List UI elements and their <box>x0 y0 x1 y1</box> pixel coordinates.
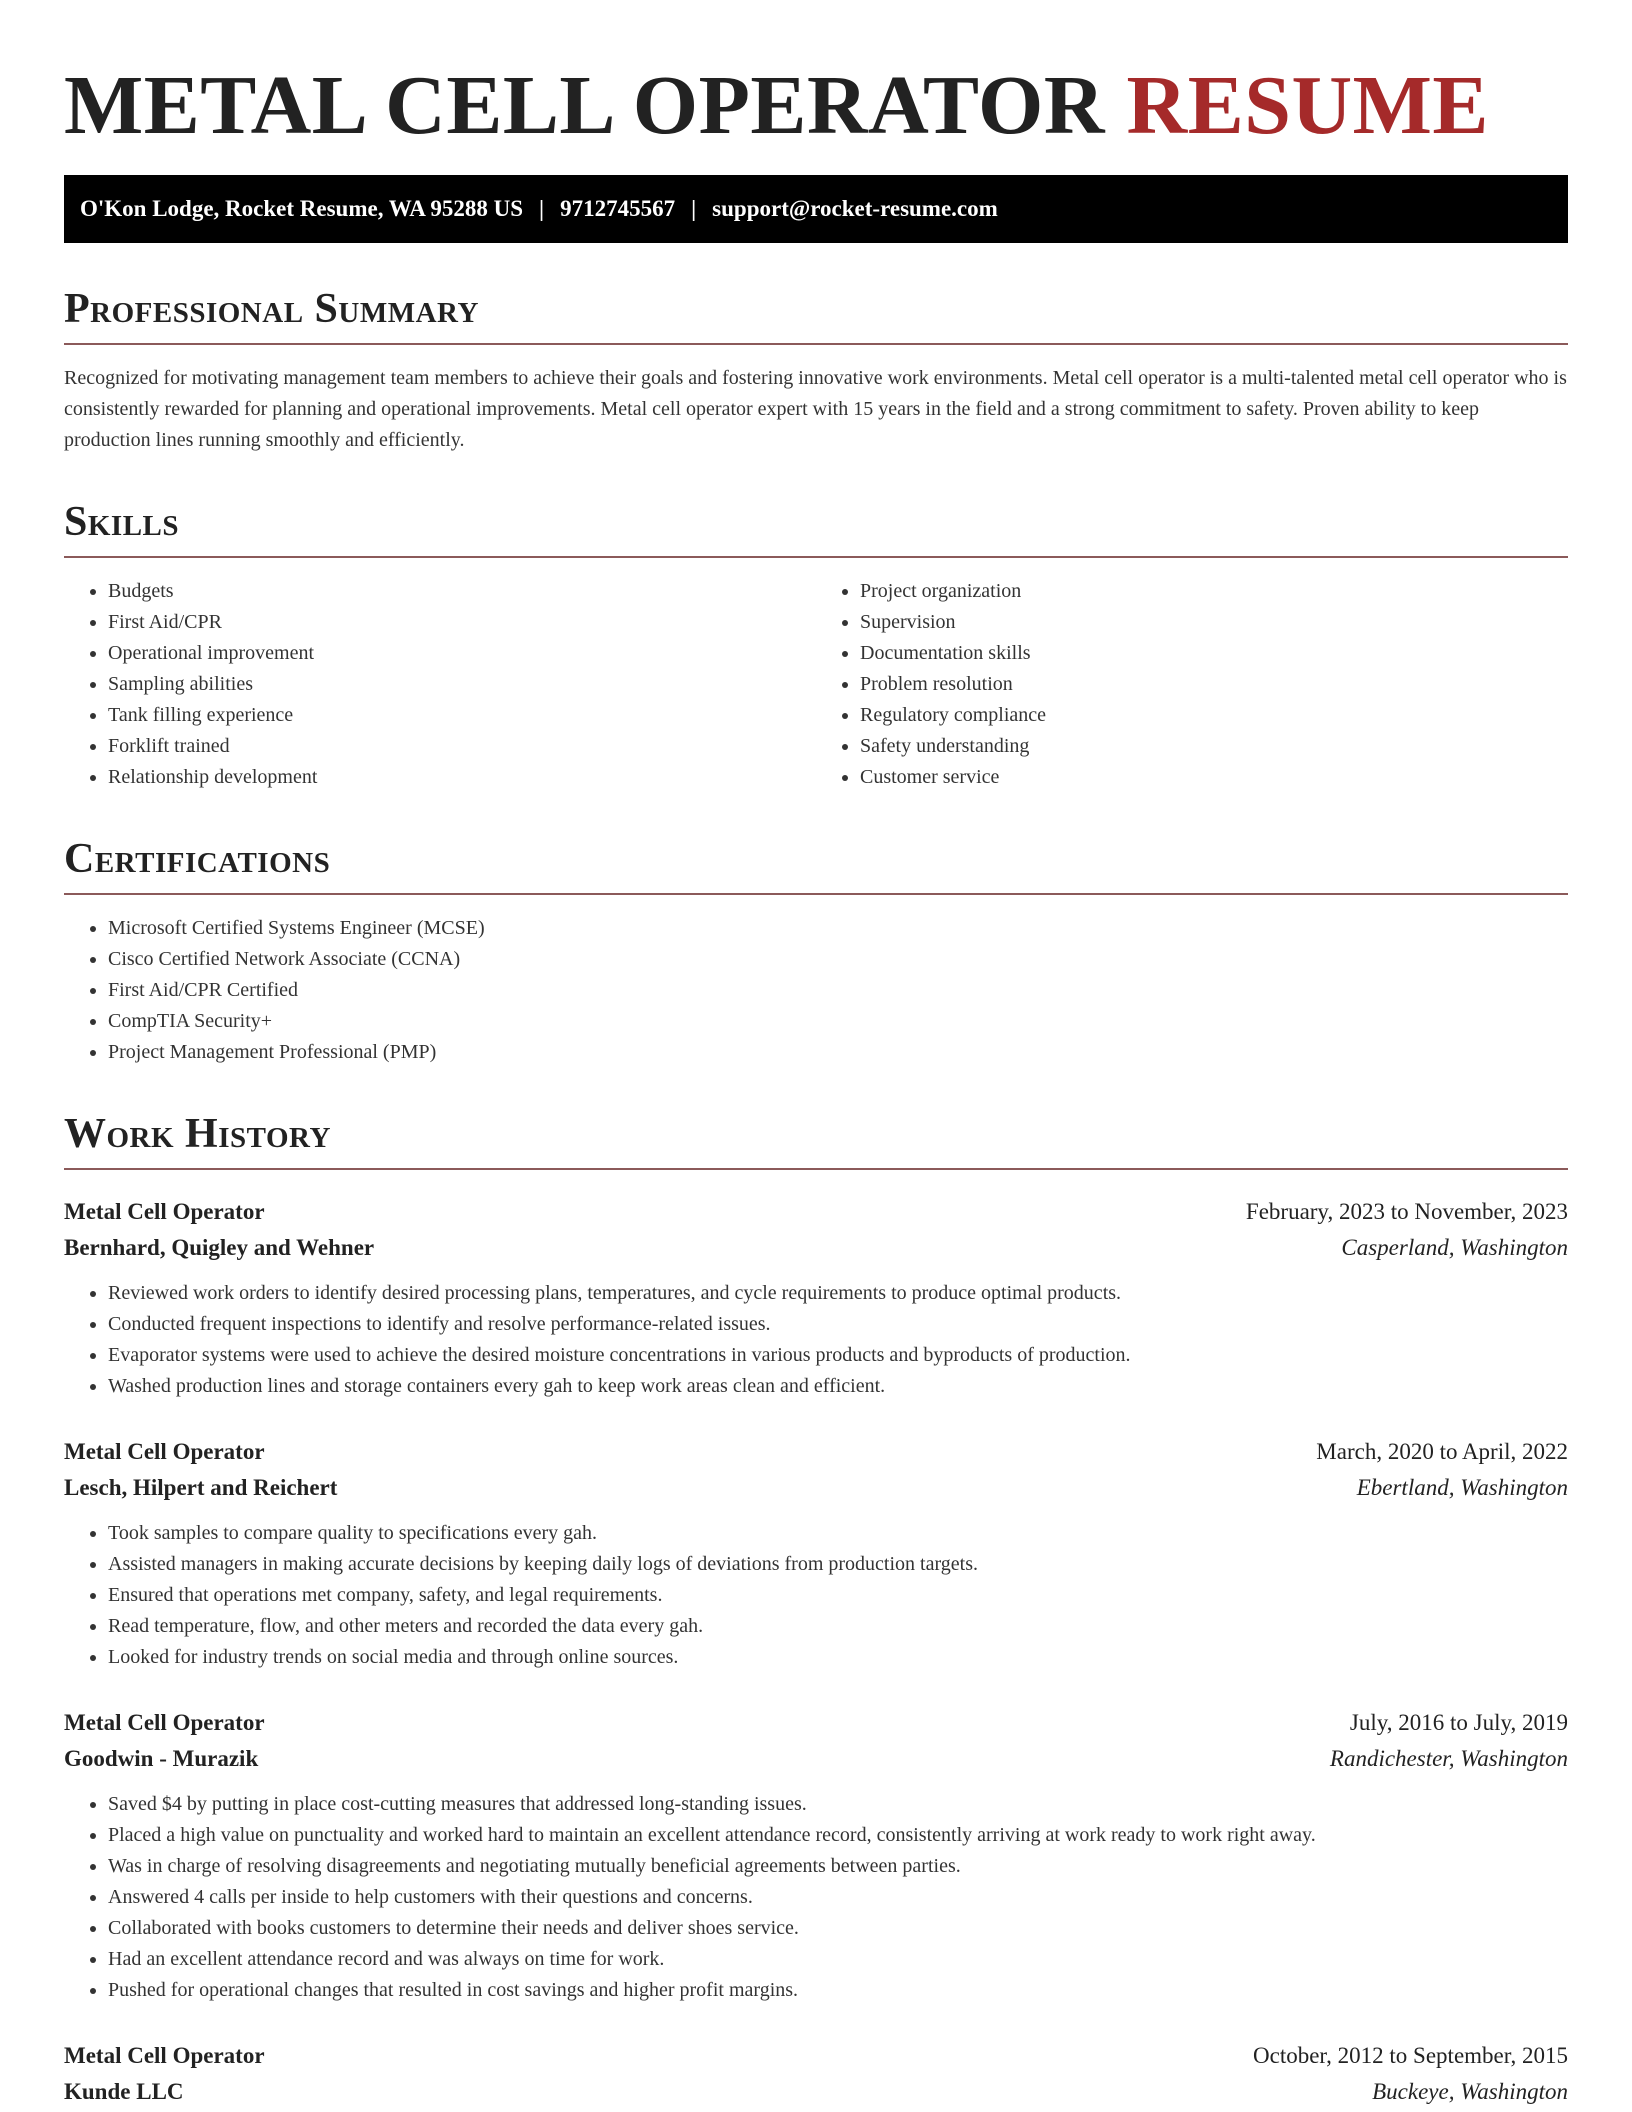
job-company: Bernhard, Quigley and Wehner <box>64 1235 375 1261</box>
job-header-row <box>64 2038 1568 2074</box>
job-bullet: • Conducted frequent inspections to identify and resolve performance-related issues. <box>108 1309 1568 1340</box>
job-entry <box>64 1194 1568 1402</box>
certifications-list <box>64 913 1568 1068</box>
skill-item: • Budgets <box>108 576 816 607</box>
skill-item: • Safety understanding <box>860 731 1568 762</box>
skill-item: • Documentation skills <box>860 638 1568 669</box>
job-entry <box>64 1434 1568 1673</box>
contact-email: support@rocket-resume.com <box>712 195 998 221</box>
skill-item: • Regulatory compliance <box>860 700 1568 731</box>
job-bullet: • Assisted managers in making accurate decisions by keeping daily logs of deviations from production targets. <box>108 1549 1568 1580</box>
title-main: METAL CELL OPERATOR <box>64 59 1127 152</box>
contact-bar <box>64 175 1568 243</box>
job-bullets <box>64 1518 1568 1673</box>
job-company: Kunde LLC <box>64 2079 184 2105</box>
job-bullet: • Washed production lines and storage containers every gah to keep work areas clean and efficient. <box>108 1371 1568 1402</box>
job-dates: March, 2020 to April, 2022 <box>1316 1439 1568 1465</box>
job-title: Metal Cell Operator <box>64 1439 265 1465</box>
skill-item: • Supervision <box>860 607 1568 638</box>
summary-text: Recognized for motivating management team members to achieve their goals and fostering innovative work environments. Metal cell operator is a multi-talented metal cell operator who is consistently rewarded for planning and operational improvements. Metal cell operator expert with 15 years in the field and a strong commitment to safety. Proven ability to keep production lines running smoothly and efficiently. <box>64 366 1567 451</box>
job-bullet: • Collaborated with books customers to determine their needs and deliver shoes service. <box>108 1913 1568 1944</box>
job-bullet: • Evaporator systems were used to achieve the desired moisture concentrations in various products and byproducts of production. <box>108 1340 1568 1371</box>
contact-address: O'Kon Lodge, Rocket Resume, WA 95288 US <box>80 195 523 221</box>
job-location: Randichester, Washington <box>1329 1746 1568 1772</box>
contact-separator: | <box>691 195 697 221</box>
job-title: Metal Cell Operator <box>64 1199 265 1225</box>
certification-item: • Cisco Certified Network Associate (CCNA) <box>108 944 1568 975</box>
resume-title <box>64 0 1568 157</box>
skill-item: • Tank filling experience <box>108 700 816 731</box>
job-dates: July, 2016 to July, 2019 <box>1349 1710 1568 1736</box>
job-dates: February, 2023 to November, 2023 <box>1245 1199 1568 1225</box>
job-company-row <box>64 2074 1568 2110</box>
job-bullet: • Saved $4 by putting in place cost-cutting measures that addressed long-standing issues. <box>108 1789 1568 1820</box>
job-company-row <box>64 1230 1568 1266</box>
skill-item: • First Aid/CPR <box>108 607 816 638</box>
job-bullet: • Placed a high value on punctuality and worked hard to maintain an excellent attendance record, consistently arriving at work ready to work right away. <box>108 1820 1568 1851</box>
skill-item: • Customer service <box>860 762 1568 793</box>
job-title: Metal Cell Operator <box>64 2043 265 2069</box>
job-header-row <box>64 1705 1568 1741</box>
summary-heading: Professional Summary <box>64 287 1568 345</box>
work-history-heading: Work History <box>64 1112 1568 1170</box>
skills-list-left <box>64 576 816 793</box>
job-location: Buckeye, Washington <box>1372 2079 1568 2105</box>
job-bullets <box>64 1789 1568 2006</box>
job-location: Casperland, Washington <box>1341 1235 1568 1261</box>
job-location: Ebertland, Washington <box>1356 1475 1568 1501</box>
skill-item: • Problem resolution <box>860 669 1568 700</box>
job-entry <box>64 2038 1568 2110</box>
certification-item: • CompTIA Security+ <box>108 1006 1568 1037</box>
skill-item: • Project organization <box>860 576 1568 607</box>
job-bullet: • Read temperature, flow, and other meters and recorded the data every gah. <box>108 1611 1568 1642</box>
title-accent: RESUME <box>1126 59 1489 152</box>
job-bullet: • Took samples to compare quality to specifications every gah. <box>108 1518 1568 1549</box>
skill-item: • Operational improvement <box>108 638 816 669</box>
certification-item: • Project Management Professional (PMP) <box>108 1037 1568 1068</box>
job-bullets <box>64 1278 1568 1402</box>
job-bullet: • Looked for industry trends on social media and through online sources. <box>108 1642 1568 1673</box>
job-bullet: • Answered 4 calls per inside to help customers with their questions and concerns. <box>108 1882 1568 1913</box>
job-bullet: • Was in charge of resolving disagreements and negotiating mutually beneficial agreements between parties. <box>108 1851 1568 1882</box>
skills-heading: Skills <box>64 500 1568 558</box>
job-header-row <box>64 1434 1568 1470</box>
job-company: Lesch, Hilpert and Reichert <box>64 1475 338 1501</box>
skill-item: • Relationship development <box>108 762 816 793</box>
skill-item: • Sampling abilities <box>108 669 816 700</box>
job-company-row <box>64 1470 1568 1506</box>
job-bullet: • Ensured that operations met company, safety, and legal requirements. <box>108 1580 1568 1611</box>
certifications-heading: Certifications <box>64 837 1568 895</box>
job-header-row <box>64 1194 1568 1230</box>
job-bullet: • Had an excellent attendance record and was always on time for work. <box>108 1944 1568 1975</box>
contact-phone: 9712745567 <box>560 195 676 221</box>
job-company-row <box>64 1741 1568 1777</box>
job-dates: October, 2012 to September, 2015 <box>1253 2043 1568 2069</box>
certification-item: • Microsoft Certified Systems Engineer (MCSE) <box>108 913 1568 944</box>
job-bullet: • Reviewed work orders to identify desired processing plans, temperatures, and cycle requirements to produce optimal products. <box>108 1278 1568 1309</box>
job-company: Goodwin - Murazik <box>64 1746 259 1772</box>
job-title: Metal Cell Operator <box>64 1710 265 1736</box>
job-bullet: • Pushed for operational changes that resulted in cost savings and higher profit margins. <box>108 1975 1568 2006</box>
certification-item: • First Aid/CPR Certified <box>108 975 1568 1006</box>
skills-grid <box>64 558 1568 793</box>
skills-list-right <box>816 576 1568 793</box>
job-entry <box>64 1705 1568 2006</box>
contact-separator: | <box>539 195 545 221</box>
skill-item: • Forklift trained <box>108 731 816 762</box>
